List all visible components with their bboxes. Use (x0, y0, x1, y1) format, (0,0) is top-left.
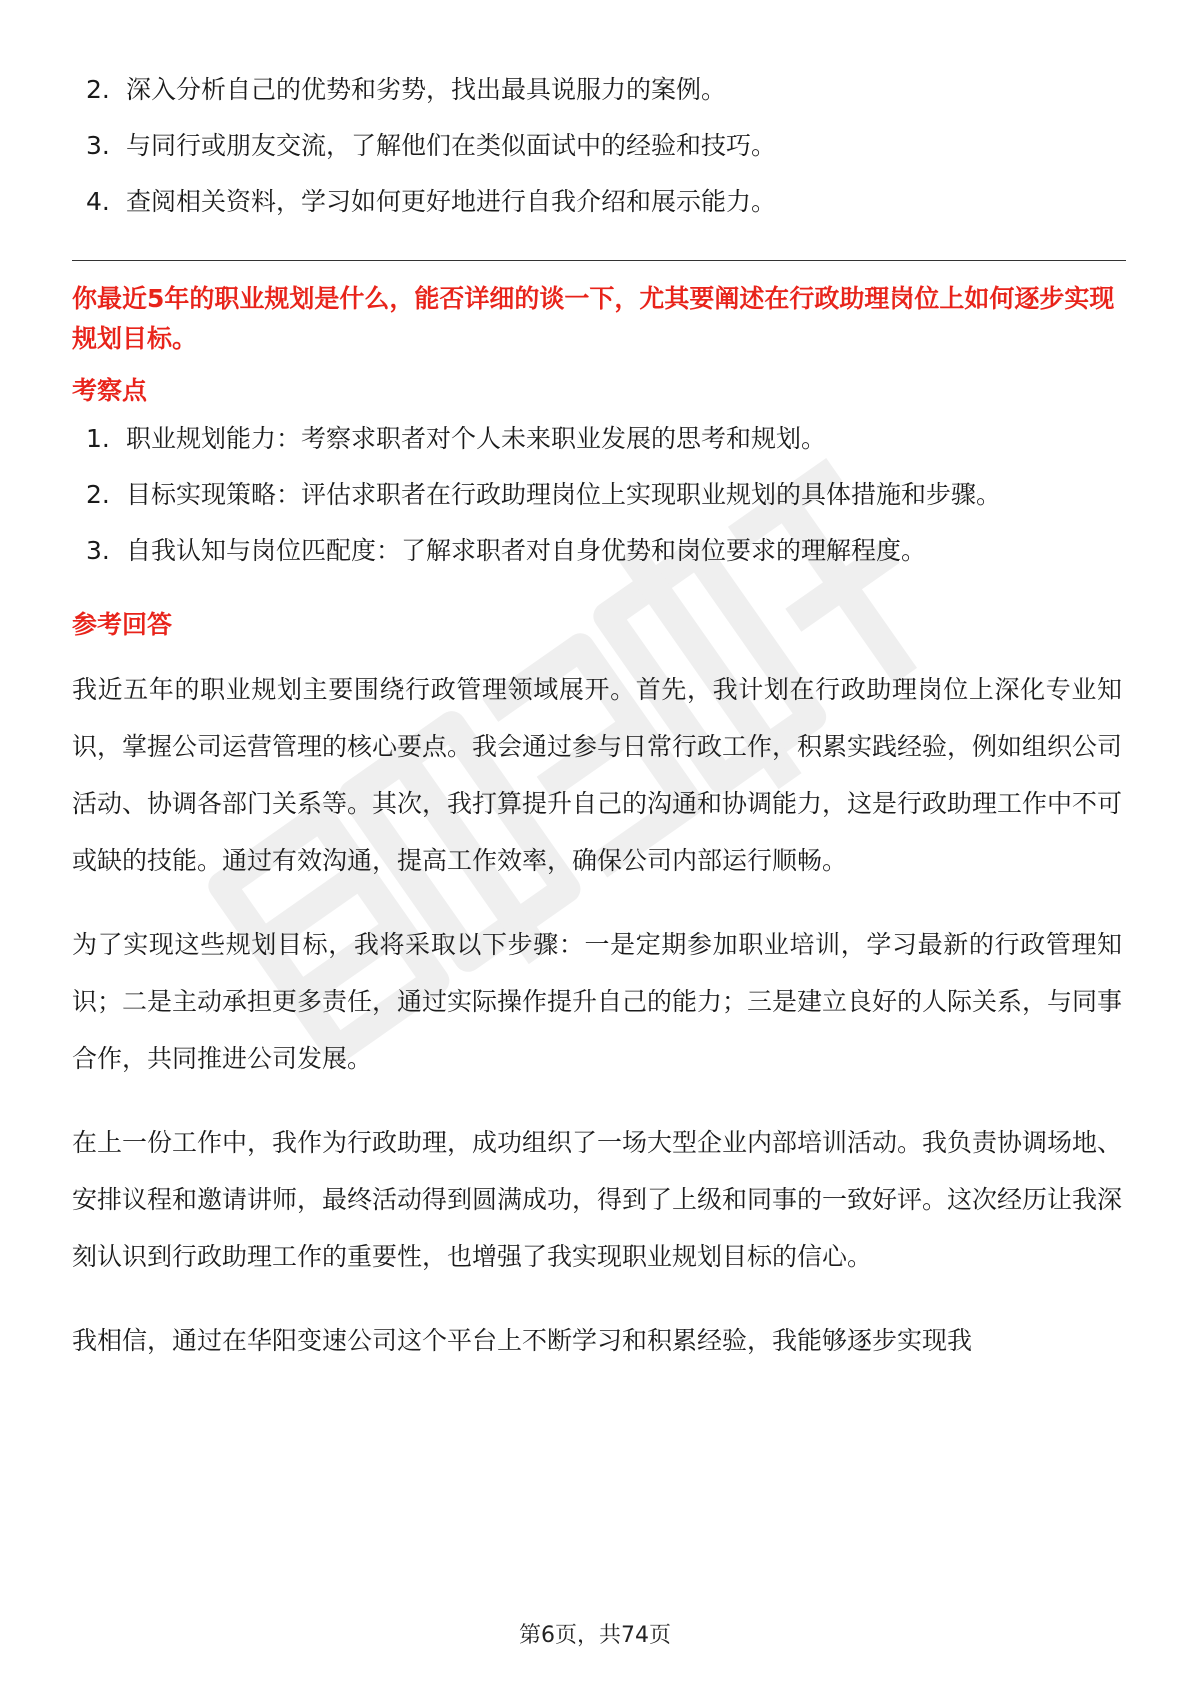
answer-paragraph: 为了实现这些规划目标，我将采取以下步骤：一是定期参加职业培训，学习最新的行政管理知识；二是主动承担更多责任，通过实际操作提升自己的能力；三是建立良好的人际关系，与同事合作，共同推进公司发展。 (72, 930, 1123, 1073)
preparation-list (72, 62, 1122, 230)
exam-points-list (72, 411, 1122, 579)
list-item-number: 3. (86, 536, 110, 565)
list-item-text: 目标实现策略：评估求职者在行政助理岗位上实现职业规划的具体措施和步骤。 (126, 480, 1002, 509)
answer-heading: 参考回答 (72, 610, 173, 639)
exam-points-heading: 考察点 (72, 376, 148, 405)
interview-question: 你最近5年的职业规划是什么，能否详细的谈一下，尤其要阐述在行政助理岗位上如何逐步实现规划目标。 (72, 284, 1115, 353)
answer-paragraph: 我近五年的职业规划主要围绕行政管理领域展开。首先，我计划在行政助理岗位上深化专业知识，掌握公司运营管理的核心要点。我会通过参与日常行政工作，积累实践经验，例如组织公司活动、协调各部门关系等。其次，我打算提升自己的沟通和协调能力，这是行政助理工作中不可或缺的技能。通过有效沟通，提高工作效率，确保公司内部运行顺畅。 (72, 675, 1123, 875)
list-item-number: 2. (86, 75, 110, 104)
list-item (72, 523, 1122, 579)
list-item-number: 1. (86, 424, 110, 453)
list-item (72, 411, 1122, 467)
answer-paragraph: 在上一份工作中，我作为行政助理，成功组织了一场大型企业内部培训活动。我负责协调场地、安排议程和邀请讲师，最终活动得到圆满成功，得到了上级和同事的一致好评。这次经历让我深刻认识到行政助理工作的重要性，也增强了我实现职业规划目标的信心。 (72, 1128, 1123, 1271)
list-item (72, 118, 1122, 174)
list-item-text: 与同行或朋友交流，了解他们在类似面试中的经验和技巧。 (126, 131, 777, 160)
list-item (72, 467, 1122, 523)
answer-paragraph: 我相信，通过在华阳变速公司这个平台上不断学习和积累经验，我能够逐步实现我 (72, 1326, 973, 1355)
list-item (72, 62, 1122, 118)
list-item-text: 深入分析自己的优势和劣势，找出最具说服力的案例。 (126, 75, 727, 104)
list-item-text: 查阅相关资料，学习如何更好地进行自我介绍和展示能力。 (126, 187, 777, 216)
list-item-number: 3. (86, 131, 110, 160)
list-item-number: 4. (86, 187, 110, 216)
main-content (72, 62, 1122, 1369)
list-item-text: 职业规划能力：考察求职者对个人未来职业发展的思考和规划。 (126, 424, 827, 453)
list-item-text: 自我认知与岗位匹配度：了解求职者对自身优势和岗位要求的理解程度。 (126, 536, 927, 565)
page-footer: 第6页，共74页 (519, 1623, 671, 1648)
list-item-number: 2. (86, 480, 110, 509)
list-item (72, 174, 1122, 230)
section-divider (72, 260, 1126, 261)
